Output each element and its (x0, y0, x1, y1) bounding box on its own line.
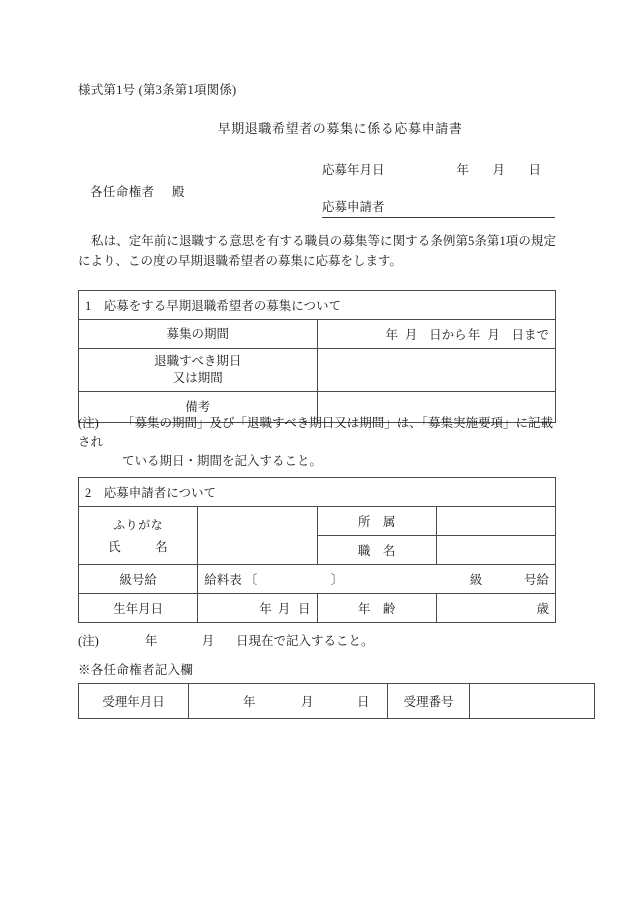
salary-table-label: 給料表 (204, 573, 242, 587)
table-row (79, 507, 556, 536)
cell-position-value[interactable] (436, 536, 555, 565)
cell-receipt-number-value[interactable] (470, 684, 595, 719)
row-label-receipt-date: 受理年月日 (79, 684, 189, 719)
period-to-year: 年 (467, 328, 481, 342)
table-row (79, 349, 556, 392)
note-2-tag: (注) (78, 634, 99, 648)
receipt-month-unit: 月 (301, 695, 314, 709)
table-row (79, 565, 556, 594)
row-label-affiliation: 所 属 (317, 507, 436, 536)
row-label-remarks: 備考 (79, 392, 318, 423)
note-2-text: 日現在で記入すること。 (236, 634, 374, 648)
applicant-signature-field[interactable] (322, 197, 555, 218)
note-1-tag: (注) (78, 416, 99, 430)
page-title: 早期退職希望者の募集に係る応募申請書 (217, 121, 463, 136)
table-row (79, 594, 556, 623)
cell-affiliation-value[interactable] (436, 507, 555, 536)
row-label-position: 職 名 (317, 536, 436, 565)
period-from-month: 月 (404, 328, 418, 342)
table-recruitment (78, 290, 556, 423)
name-label: 氏 名 (108, 539, 169, 554)
body-paragraph: 私は、定年前に退職する意思を有する職員の募集等に関する条例第5条第1項の規定により、この度の早期退職希望者の募集に応募をします。 (78, 234, 556, 268)
cell-recruitment-period-value[interactable] (317, 320, 556, 349)
table-applicant (78, 477, 556, 623)
appointer-section-heading: ※各任命権者記入欄 (78, 663, 194, 677)
grade-unit: 級 (469, 573, 483, 587)
number-unit: 号給 (523, 573, 549, 587)
note-1-line1: 「募集の期間」及び「退職すべき期日又は期間」は、「募集実施要項」に記載され (78, 416, 554, 449)
table-row (79, 320, 556, 349)
section-heading-2: 2 応募申請者について (79, 478, 556, 507)
row-label-recruitment-period: 募集の期間 (79, 320, 318, 349)
cell-retirement-date-value[interactable] (317, 349, 556, 392)
period-from-day: 日から (429, 328, 467, 342)
row-label-receipt-number: 受理番号 (388, 684, 470, 719)
row-label-birthdate: 生年月日 (79, 594, 198, 623)
note-2-month: 月 (201, 634, 215, 648)
apply-date-month-unit: 月 (492, 163, 506, 177)
table-row (79, 291, 556, 320)
cell-age-value[interactable]: 歳 (436, 594, 555, 623)
period-from-year: 年 (385, 328, 399, 342)
cell-birthdate-value[interactable] (198, 594, 317, 623)
period-to-month: 月 (487, 328, 500, 342)
recipient-label: 各任命権者 (90, 185, 155, 199)
birth-month-unit: 月 (277, 602, 291, 616)
table-row (79, 684, 595, 719)
row-label-age: 年 齢 (317, 594, 436, 623)
note-1 (78, 414, 556, 471)
note-2-year: 年 (144, 634, 158, 648)
furigana-label: ふりがな (113, 517, 164, 532)
cell-grade-value[interactable] (198, 565, 556, 594)
table-receipt (78, 683, 595, 719)
table-row (79, 478, 556, 507)
apply-date-day-unit: 日 (528, 163, 542, 177)
note-1-line2: ている期日・期間を記入すること。 (122, 454, 323, 468)
applicant-label: 応募申請者 (322, 200, 385, 214)
note-2 (78, 632, 556, 651)
section-heading-1: 1 応募をする早期退職希望者の募集について (79, 291, 556, 320)
note-2-body (122, 632, 374, 651)
birth-year-unit: 年 (259, 602, 272, 616)
row-label-grade: 級号給 (79, 565, 198, 594)
retirement-date-label-line2: 又は期間 (172, 371, 223, 385)
cell-receipt-date-value[interactable] (189, 684, 388, 719)
form-number: 様式第1号 (第3条第1項関係) (78, 83, 237, 97)
bracket-close: 〕 (330, 573, 344, 587)
retirement-date-label-line1: 退職すべき期日 (154, 354, 242, 368)
row-label-name (79, 507, 198, 565)
period-to-day: 日まで (511, 328, 549, 342)
recipient-honorific: 殿 (172, 185, 185, 199)
receipt-year-unit: 年 (243, 695, 256, 709)
recipient-line (90, 182, 185, 200)
cell-name-value[interactable] (198, 507, 317, 565)
receipt-day-unit: 日 (357, 695, 370, 709)
bracket-open: 〔 (244, 573, 258, 587)
apply-date-year-unit: 年 (456, 163, 470, 177)
row-label-retirement-date (79, 349, 318, 392)
apply-date-label: 応募年月日 (322, 163, 385, 177)
apply-date-row (322, 160, 555, 178)
birth-day-unit: 日 (297, 602, 311, 616)
